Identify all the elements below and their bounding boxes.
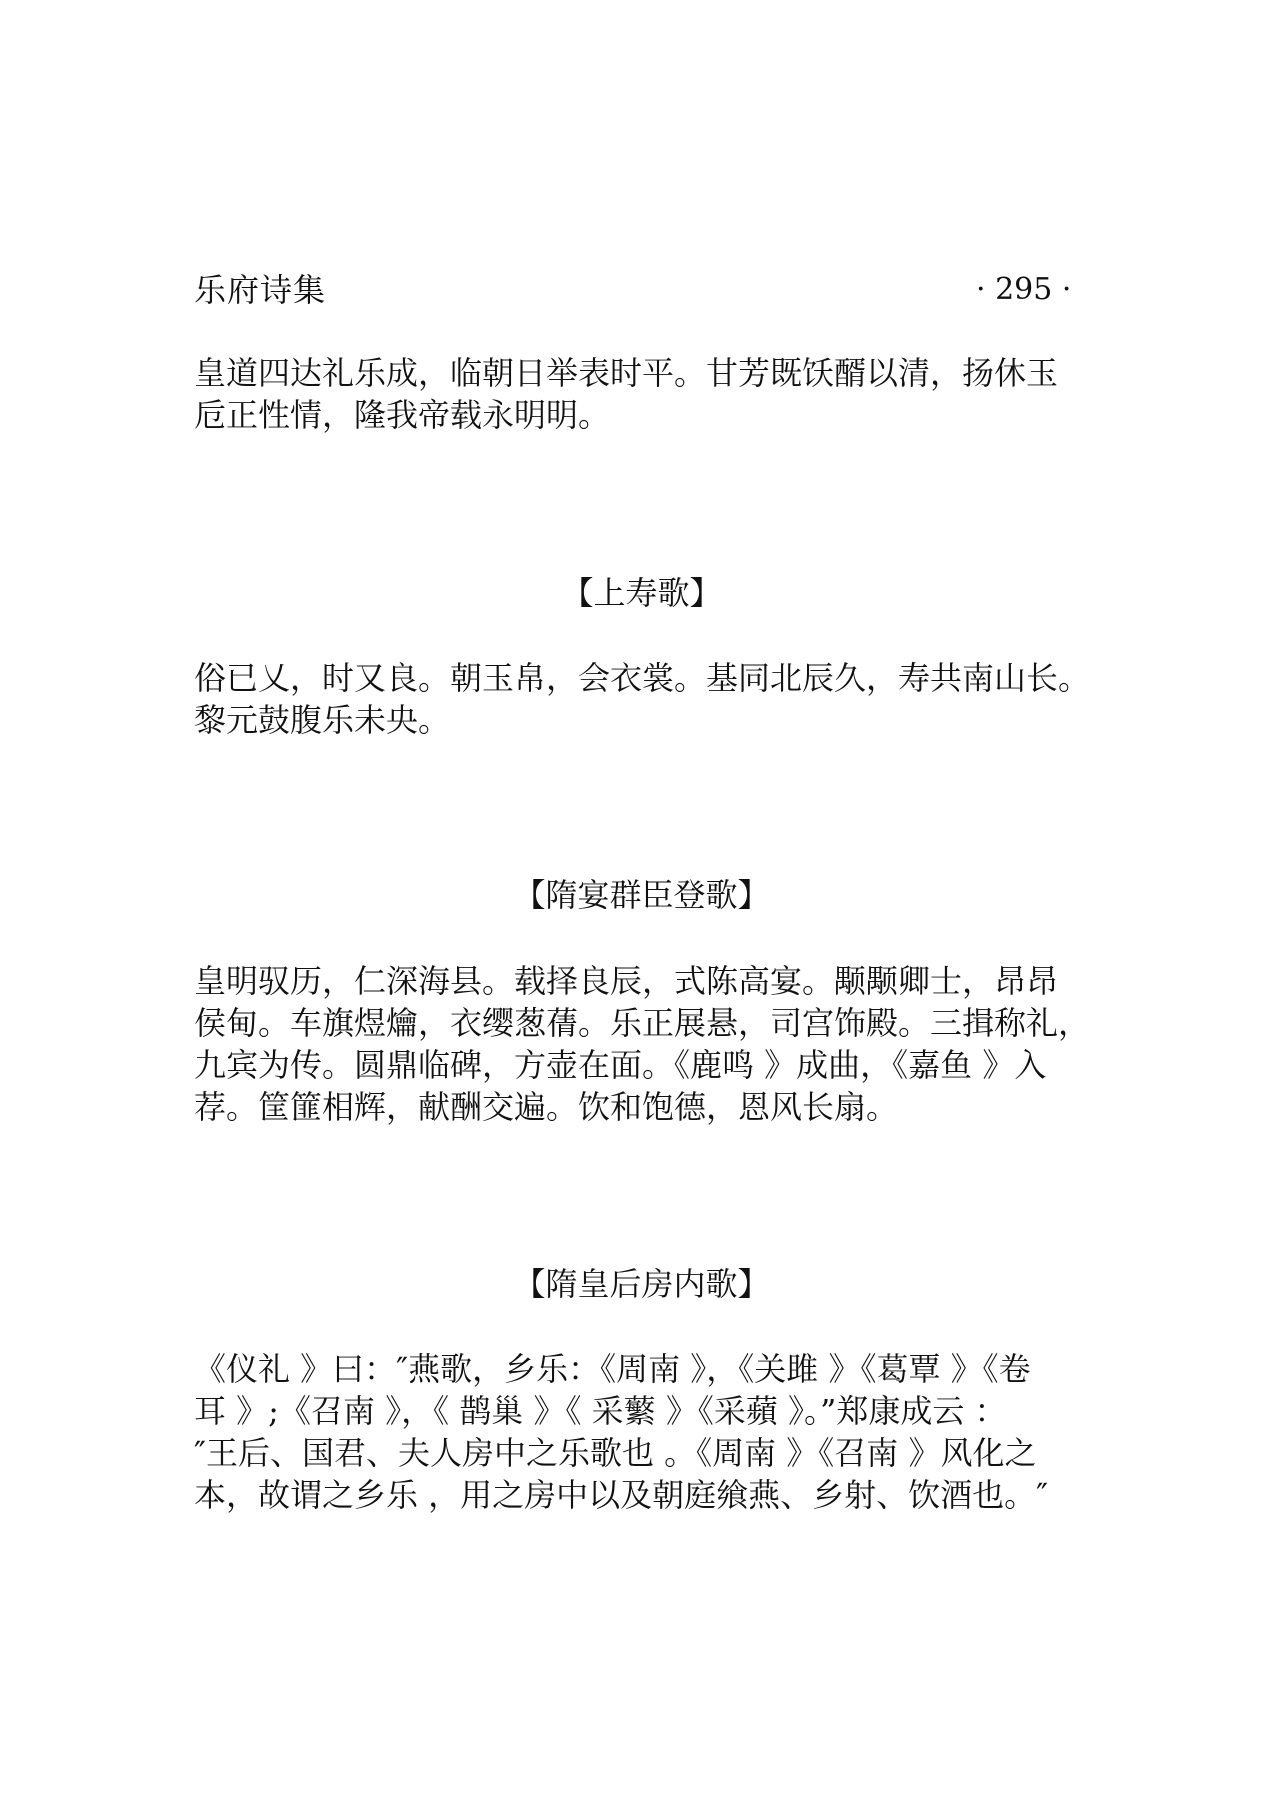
text-line: 侯甸。车旗煜爚，衣缨葱蒨。乐正展悬，司宫饰殿。三揖称礼， xyxy=(194,1004,1091,1042)
text-line: 俗已乂，时又良。朝玉帛，会衣裳。基同北辰久，寿共南山长。 xyxy=(194,659,1091,697)
preface-text-sui-huanghou-fangnei-ge xyxy=(194,1348,1094,1516)
text-line: 卮正性情，隆我帝载永明明。 xyxy=(194,396,611,434)
text-line: 皇明驭历，仁深海县。载择良辰，式陈高宴。颙颙卿士，昂昂 xyxy=(194,962,1059,1000)
text-line: 《仪礼 》曰：″燕歌，乡乐：《周南 》，《关雎 》《葛覃 》《卷 xyxy=(194,1350,1031,1388)
poem-text-shangshou-ge xyxy=(194,657,1094,741)
text-line: 黎元鼓腹乐未央。 xyxy=(194,701,451,739)
text-line: 本，故谓之乡乐 ，用之房中以及朝庭飨燕、乡射、饮酒也。″ xyxy=(194,1476,1049,1514)
text-line: ″王后、国君、夫人房中之乐歌也 。《周南 》《召南 》风化之 xyxy=(194,1434,1037,1472)
poem-text-continuation xyxy=(194,352,1094,436)
running-title: 乐府诗集 xyxy=(194,271,327,309)
section-heading-sui-yan-qunchen-dengge: 【隋宴群臣登歌】 xyxy=(513,876,770,914)
text-line: 皇道四达礼乐成，临朝日举表时平。甘芳既饫醑以清，扬休玉 xyxy=(194,354,1059,392)
text-line: 耳 》;《召南 》，《 鹊巢 》《 采蘩 》《采蘋 》。”郑康成云 ： xyxy=(194,1392,1007,1430)
section-heading-sui-huanghou-fangnei-ge: 【隋皇后房内歌】 xyxy=(513,1265,770,1303)
text-line: 九宾为传。圆鼎临碑，方壶在面。《鹿鸣 》成曲，《嘉鱼 》入 xyxy=(194,1046,1047,1084)
section-heading-shangshou-ge: 【上寿歌】 xyxy=(561,574,722,612)
page-number: · 295 · xyxy=(976,272,1072,307)
text-line: 荐。筐篚相辉，献酬交遍。饮和饱德，恩风长扇。 xyxy=(194,1088,899,1126)
poem-text-sui-yan-qunchen-dengge xyxy=(194,960,1094,1128)
